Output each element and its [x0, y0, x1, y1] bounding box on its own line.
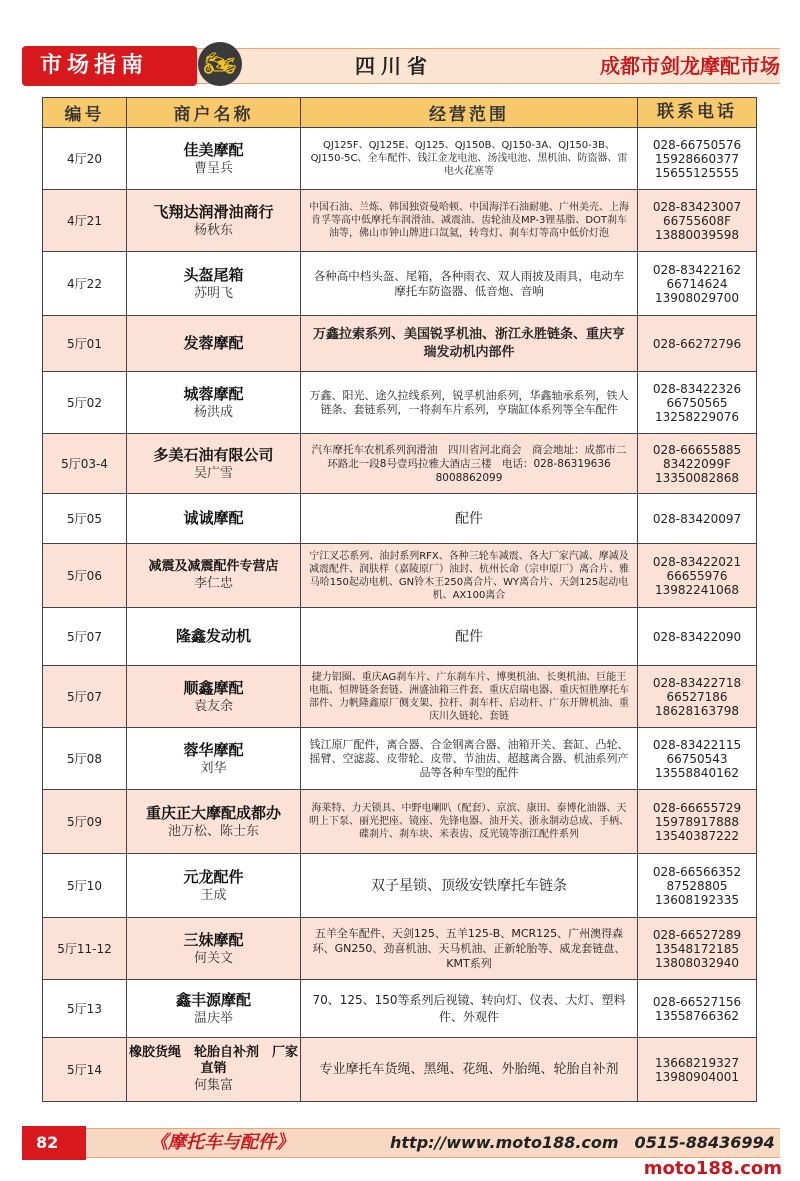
row-scope-cell — [301, 128, 638, 190]
section-title: 市场指南 — [22, 46, 197, 86]
business-scope: 海莱特、力天锁具、中野电喇叭（配套）、京滨、康田、泰博化油器、天明上下泵、丽光把座、镜座、先锋电器、油开关、浙永制动总成、手柄、碟刹片、刹车块、米表齿、反光镜等浙江配件系列 — [309, 803, 629, 840]
row-number: 5厅10 — [43, 854, 127, 918]
table-row — [43, 980, 757, 1038]
row-scope-cell — [301, 494, 638, 544]
merchant-name: 隆鑫发动机 — [175, 627, 251, 645]
row-name-cell — [127, 666, 301, 728]
row-number: 5厅08 — [43, 728, 127, 790]
merchant-name: 蓉华摩配 — [183, 740, 244, 759]
phone-number: 028-83422718 — [652, 675, 742, 690]
merchant-name: 顺鑫摩配 — [183, 678, 244, 697]
contact-person: 杨秋东 — [193, 222, 233, 238]
table-row — [43, 494, 757, 544]
row-phone-cell — [638, 980, 757, 1038]
phone-number: 13880039598 — [655, 227, 739, 242]
phone-number: 87528805 — [666, 878, 728, 893]
row-name-cell — [127, 790, 301, 854]
table-row — [43, 728, 757, 790]
row-number: 5厅05 — [43, 494, 127, 544]
table-row — [43, 854, 757, 918]
page-number: 82 — [22, 1126, 86, 1160]
merchant-name: 头盔尾箱 — [183, 265, 244, 284]
phone-number: 15978917888 — [655, 814, 739, 829]
col-header-phone: 联系电话 — [638, 98, 757, 128]
business-scope: 中国石油、兰炼、韩国独资曼哈顿、中国海洋石油耐驰、广州美壳、上海肯孚等高中低摩托车润滑油、减震油、齿轮油及MP-3锂基脂、DOT刹车油等，佛山市钟山牌进口氙氦，转弯灯、刹车灯等高中低价灯泡 — [309, 202, 629, 239]
table-row — [43, 544, 757, 608]
merchant-name: 佳美摩配 — [183, 140, 244, 159]
business-scope: 五羊全车配件、天剑125、五羊125-B、MCR125、广州澳得森环、GN250、劲喜机油、天马机油、正新轮胎等、威龙套链盘、KMT系列 — [312, 927, 626, 970]
table-row — [43, 608, 757, 666]
phone-number: 028-83422090 — [652, 629, 742, 644]
row-phone-cell — [638, 666, 757, 728]
table-row — [43, 790, 757, 854]
row-scope-cell — [301, 728, 638, 790]
contact-person: 杨洪成 — [193, 404, 233, 420]
contact-person: 王成 — [200, 887, 227, 903]
row-number: 5厅07 — [43, 666, 127, 728]
phone-number: 028-66272796 — [652, 336, 742, 351]
row-phone-cell — [638, 608, 757, 666]
page-header — [0, 0, 800, 96]
phone-number: 13808032940 — [655, 955, 739, 970]
phone-number: 028-83422326 — [652, 381, 742, 396]
row-name-cell — [127, 128, 301, 190]
phone-number: 15655125555 — [655, 165, 739, 180]
contact-person: 何集富 — [193, 1078, 233, 1093]
row-number: 5厅09 — [43, 790, 127, 854]
phone-number: 028-83423007 — [652, 199, 742, 214]
contact-person: 袁友余 — [193, 698, 233, 714]
row-scope-cell — [301, 190, 638, 252]
contact-person: 吴广雪 — [193, 465, 233, 481]
phone-number: 028-66750576 — [652, 137, 742, 152]
business-scope: 配件 — [455, 628, 483, 645]
business-scope: 配件 — [455, 510, 483, 527]
row-name-cell — [127, 854, 301, 918]
business-scope: 汽车摩托车农机系列润滑油 四川省河北商会 商会地址：成都市二环路北一段8号壹玛拉雅大酒店三楼 电话：028-86319636 8008862099 — [311, 443, 627, 484]
row-phone-cell — [638, 252, 757, 316]
row-number: 5厅01 — [43, 316, 127, 372]
row-scope-cell — [301, 918, 638, 980]
business-scope: 专业摩托车货绳、黑绳、花绳、外胎绳、轮胎自补剂 — [319, 1062, 619, 1077]
business-scope: 70、125、150等系列后视镜、转向灯、仪表、大灯、塑料件、外观件 — [312, 992, 626, 1024]
row-scope-cell — [301, 1038, 638, 1102]
row-number: 5厅07 — [43, 608, 127, 666]
table-header-row — [43, 98, 757, 128]
business-scope: 万鑫、阳光、途久拉线系列，锐孚机油系列，华鑫轴承系列，铁人链条、套链系列，一将刹车片系列，亨瑞缸体系列等全车配件 — [309, 388, 629, 416]
row-number: 5厅11-12 — [43, 918, 127, 980]
table-row — [43, 252, 757, 316]
phone-number: 66755608F — [663, 213, 731, 228]
row-name-cell — [127, 434, 301, 494]
phone-number: 028-83422162 — [652, 262, 742, 277]
row-number: 5厅14 — [43, 1038, 127, 1102]
row-number: 4厅20 — [43, 128, 127, 190]
row-phone-cell — [638, 544, 757, 608]
business-scope: 钱江原厂配件，离合器、合金钢离合器、油箱开关、套缸、凸轮、摇臂、空滤蕊、皮带轮、皮带、节油齿、超越离合器、机油系列产品等各种车型的配件 — [309, 737, 629, 779]
page-footer — [0, 1120, 800, 1181]
row-phone-cell — [638, 190, 757, 252]
merchant-name: 诚诚摩配 — [183, 509, 244, 527]
merchant-name: 橡胶货绳 轮胎自补剂 厂家直销 — [128, 1045, 298, 1076]
table-row — [43, 666, 757, 728]
row-scope-cell — [301, 790, 638, 854]
phone-number: 83422099F — [663, 456, 731, 471]
contact-person: 池万松、陈士东 — [167, 823, 259, 839]
phone-number: 13558766362 — [655, 1008, 739, 1023]
phone-number: 028-66566352 — [652, 864, 742, 879]
business-scope: 万鑫拉索系列、美国锐孚机油、浙江永胜链条、重庆亨瑞发动机内部件 — [312, 326, 625, 360]
phone-number: 15928660377 — [655, 151, 739, 166]
watermark: moto188.com — [643, 1158, 782, 1179]
contact-person: 曹呈兵 — [193, 160, 233, 176]
phone-number: 13350082868 — [655, 470, 739, 485]
row-name-cell — [127, 372, 301, 434]
phone-number: 66527186 — [666, 689, 728, 704]
business-scope: 各种高中档头盔、尾箱，各种雨衣、双人雨披及雨具，电动车摩托车防盗器、低音炮、音响 — [313, 268, 625, 298]
table-row — [43, 434, 757, 494]
row-phone-cell — [638, 918, 757, 980]
magazine-title: 《摩托车与配件》 — [150, 1132, 294, 1153]
col-header-name: 商户名称 — [127, 98, 301, 128]
row-number: 4厅21 — [43, 190, 127, 252]
row-phone-cell — [638, 1038, 757, 1102]
phone-number: 66750565 — [666, 395, 728, 410]
province-title: 四川省 — [355, 54, 433, 78]
phone-number: 18628163798 — [655, 703, 739, 718]
business-scope: 宁江叉芯系列、油封系列RFX、各种三轮车减震、各大厂家汽减、摩减及减震配件、润肤样（嘉陵原厂）油封、杭州长命（宗申原厂）离合片、雅马哈150起动电机、GN铃木王250离合片、WY离合片、天剑125起动电机、AX100离合 — [309, 550, 629, 601]
business-scope: 双子星锁、顶级安铁摩托车链条 — [371, 877, 567, 894]
row-phone-cell — [638, 854, 757, 918]
row-phone-cell — [638, 372, 757, 434]
phone-number: 66655976 — [666, 568, 728, 583]
phone-number: 13558840162 — [655, 765, 739, 780]
phone-number: 13908029700 — [655, 290, 739, 305]
contact-person: 何关文 — [193, 950, 233, 966]
row-name-cell — [127, 918, 301, 980]
merchant-name: 三妹摩配 — [183, 930, 244, 949]
footer-contact: http://www.moto188.com 0515-88436994 — [390, 1133, 775, 1152]
contact-person: 苏明飞 — [193, 285, 233, 301]
merchant-name: 鑫丰源摩配 — [175, 990, 251, 1009]
row-name-cell — [127, 728, 301, 790]
row-phone-cell — [638, 128, 757, 190]
row-scope-cell — [301, 316, 638, 372]
phone-number: 13982241068 — [655, 582, 739, 597]
row-scope-cell — [301, 666, 638, 728]
phone-number: 13980904001 — [655, 1069, 739, 1084]
merchant-table — [42, 97, 757, 1102]
row-number: 5厅06 — [43, 544, 127, 608]
merchant-name: 飞翔达润滑油商行 — [153, 202, 274, 221]
merchant-name: 重庆正大摩配成都办 — [145, 803, 281, 822]
phone-number: 028-66655729 — [652, 800, 742, 815]
merchant-name: 城蓉摩配 — [183, 384, 244, 403]
table-row — [43, 918, 757, 980]
row-number: 5厅13 — [43, 980, 127, 1038]
contact-person: 刘华 — [200, 760, 227, 776]
phone-number: 66750543 — [666, 751, 728, 766]
table-row — [43, 1038, 757, 1102]
phone-number: 028-83422021 — [652, 554, 742, 569]
phone-number: 028-66655885 — [652, 442, 742, 457]
business-scope: 捷力铝圈、重庆AG刹车片、广东刹车片、博奥机油、长奥机油、巨能王电瓶、恒牌链条套链、洲盛油箱三件套、重庆启瑞电器、重庆恒胜摩托车部件、力帆隆鑫原厂侧支架、拉杆、刹车杆、启动杆、广东开牌机油、重庆川久链轮、套链 — [309, 671, 629, 722]
row-scope-cell — [301, 854, 638, 918]
row-name-cell — [127, 1038, 301, 1102]
row-name-cell — [127, 980, 301, 1038]
phone-number: 66714624 — [666, 276, 728, 291]
merchant-name: 多美石油有限公司 — [153, 445, 274, 464]
table-row — [43, 316, 757, 372]
row-phone-cell — [638, 728, 757, 790]
row-scope-cell — [301, 544, 638, 608]
row-name-cell — [127, 316, 301, 372]
phone-number: 028-83422115 — [652, 737, 742, 752]
contact-person: 李仁忠 — [193, 576, 233, 591]
row-name-cell — [127, 494, 301, 544]
phone-number: 13548172185 — [655, 941, 739, 956]
motorcycle-icon: 🏍 — [198, 42, 242, 86]
row-number: 4厅22 — [43, 252, 127, 316]
col-header-scope: 经营范围 — [301, 98, 638, 128]
phone-number: 028-66527156 — [652, 994, 742, 1009]
row-scope-cell — [301, 372, 638, 434]
phone-number: 13540387222 — [655, 828, 739, 843]
row-phone-cell — [638, 494, 757, 544]
row-scope-cell — [301, 980, 638, 1038]
col-header-number: 编号 — [43, 98, 127, 128]
phone-number: 13608192335 — [655, 892, 739, 907]
row-phone-cell — [638, 790, 757, 854]
table-row — [43, 128, 757, 190]
merchant-name: 发蓉摩配 — [183, 334, 244, 352]
row-scope-cell — [301, 608, 638, 666]
row-name-cell — [127, 252, 301, 316]
row-scope-cell — [301, 252, 638, 316]
table-row — [43, 372, 757, 434]
business-scope: QJ125F、QJ125E、QJ125、QJ150B、QJ150-3A、QJ150-3B、QJ150-5C、全车配件、钱江金龙电池、汤浅电池、黑机油、防盗器、雷电火花塞等 — [310, 140, 628, 177]
row-phone-cell — [638, 434, 757, 494]
row-scope-cell — [301, 434, 638, 494]
market-title: 成都市剑龙摩配市场 — [600, 54, 780, 78]
row-name-cell — [127, 544, 301, 608]
merchant-name: 元龙配件 — [183, 867, 244, 886]
contact-person: 温庆举 — [193, 1010, 233, 1026]
phone-number: 13258229076 — [655, 409, 739, 424]
row-number: 5厅03-4 — [43, 434, 127, 494]
row-name-cell — [127, 190, 301, 252]
phone-number: 028-83420097 — [652, 511, 742, 526]
row-phone-cell — [638, 316, 757, 372]
phone-number: 028-66527289 — [652, 927, 742, 942]
table-row — [43, 190, 757, 252]
merchant-name: 减震及减震配件专营店 — [148, 559, 279, 574]
row-number: 5厅02 — [43, 372, 127, 434]
row-name-cell — [127, 608, 301, 666]
phone-number: 13668219327 — [655, 1055, 739, 1070]
